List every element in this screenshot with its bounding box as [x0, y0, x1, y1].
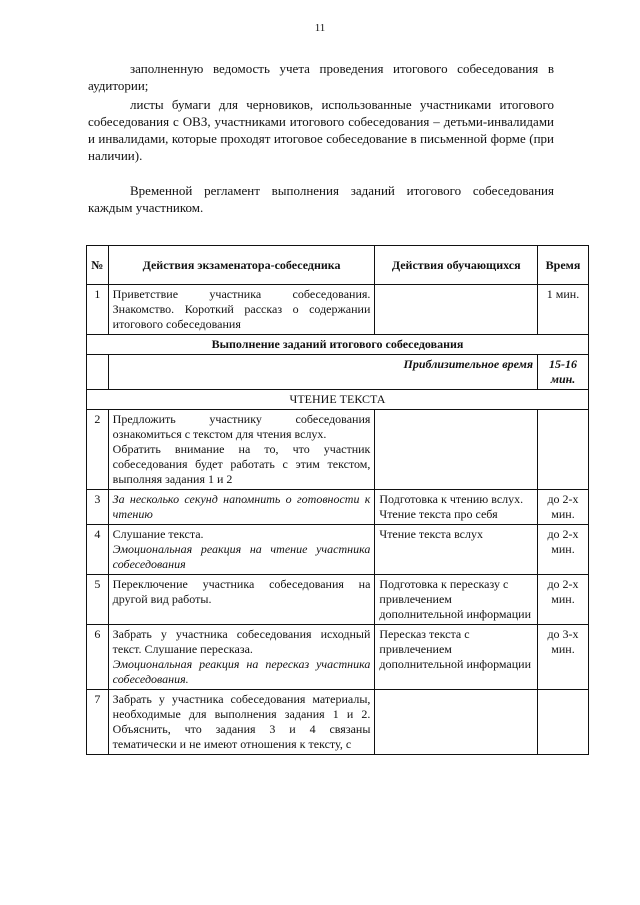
row-time: до 2-х мин. [538, 525, 589, 575]
section-title-tasks: Выполнение заданий итогового собеседования [87, 335, 589, 355]
row-examiner-action: Приветствие участника собеседования. Знакомство. Короткий рассказ о содержании итогового собеседования [108, 285, 375, 335]
row-student-action: Пересказ текста с привлечением дополнительной информации [375, 625, 538, 690]
row-time: до 2-х мин. [538, 490, 589, 525]
paragraph-time-schedule: Временной регламент выполнения заданий итогового собеседования каждым участником. [88, 183, 554, 215]
row-examiner-action [108, 525, 375, 575]
table-row [87, 690, 589, 755]
row-time [538, 690, 589, 755]
row-examiner-action: Забрать у участника собеседования материалы, необходимые для выполнения задания 1 и 2. Объяснить, что задания 3 и 4 связаны тематически и не имеют отношения к тексту, с [108, 690, 375, 755]
table-row [87, 625, 589, 690]
table-header-row [87, 246, 589, 285]
row-time: до 2-х мин. [538, 575, 589, 625]
row-examiner-action-part: Эмоциональная реакция на пересказ участника собеседования. [112, 657, 371, 686]
row-examiner-action-part: Обратить внимание на то, что участник собеседования будет работать с этим текстом, выполняя задания 1 и 2 [112, 442, 371, 486]
row-student-action-part: Подготовка к чтению вслух. [379, 492, 524, 506]
header-examiner: Действия экзаменатора-собеседника [108, 246, 375, 285]
row-student-action [375, 490, 538, 525]
empty-cell [87, 355, 109, 390]
row-num: 3 [87, 490, 109, 525]
table-row [87, 410, 589, 490]
row-student-action-part: Чтение текста про себя [379, 507, 498, 521]
page-number: 11 [314, 22, 326, 34]
row-num: 6 [87, 625, 109, 690]
row-examiner-action-part: Слушание текста. [112, 527, 204, 541]
row-num: 1 [87, 285, 109, 335]
table-row [87, 525, 589, 575]
row-examiner-action-part: Эмоциональная реакция на чтение участника собеседования [112, 542, 371, 571]
row-num: 7 [87, 690, 109, 755]
row-examiner-action: За несколько секунд напомнить о готовности к чтению [108, 490, 375, 525]
row-examiner-action: Переключение участника собеседования на другой вид работы. [108, 575, 375, 625]
table-row [87, 490, 589, 525]
row-examiner-action [108, 625, 375, 690]
row-student-action [375, 285, 538, 335]
approx-time-label: Приблизительное время [108, 355, 537, 390]
row-examiner-action-part: Предложить участнику собеседования ознакомиться с текстом для чтения вслух. [112, 412, 371, 441]
row-num: 2 [87, 410, 109, 490]
row-num: 4 [87, 525, 109, 575]
section-row-tasks [87, 335, 589, 355]
row-student-action: Чтение текста вслух [375, 525, 538, 575]
schedule-table [86, 245, 589, 755]
section-row-reading [87, 390, 589, 410]
row-time: 1 мин. [538, 285, 589, 335]
row-time: до 3-х мин. [538, 625, 589, 690]
paragraph-draft-sheets: листы бумаги для черновиков, использованные участниками итогового собеседования с ОВЗ, участниками итогового собеседования – детьми-инвалидами и инвалидами, которые проходят итоговое собеседование в письменной форме (при наличии). [88, 97, 554, 163]
row-examiner-action [108, 410, 375, 490]
table-row [87, 575, 589, 625]
row-student-action [375, 410, 538, 490]
row-num: 5 [87, 575, 109, 625]
row-time [538, 410, 589, 490]
approx-time-row [87, 355, 589, 390]
header-students: Действия обучающихся [375, 246, 538, 285]
paragraph-statement-form: заполненную ведомость учета проведения итогового собеседования в аудитории; [88, 61, 554, 93]
header-time: Время [538, 246, 589, 285]
row-student-action: Подготовка к пересказу с привлечением дополнительной информации [375, 575, 538, 625]
table-row [87, 285, 589, 335]
header-num: № [87, 246, 109, 285]
row-examiner-action-part: Забрать у участника собеседования исходный текст. Слушание пересказа. [112, 627, 371, 656]
approx-time-value: 15-16 мин. [538, 355, 589, 390]
section-title-reading: ЧТЕНИЕ ТЕКСТА [87, 390, 589, 410]
row-student-action [375, 690, 538, 755]
